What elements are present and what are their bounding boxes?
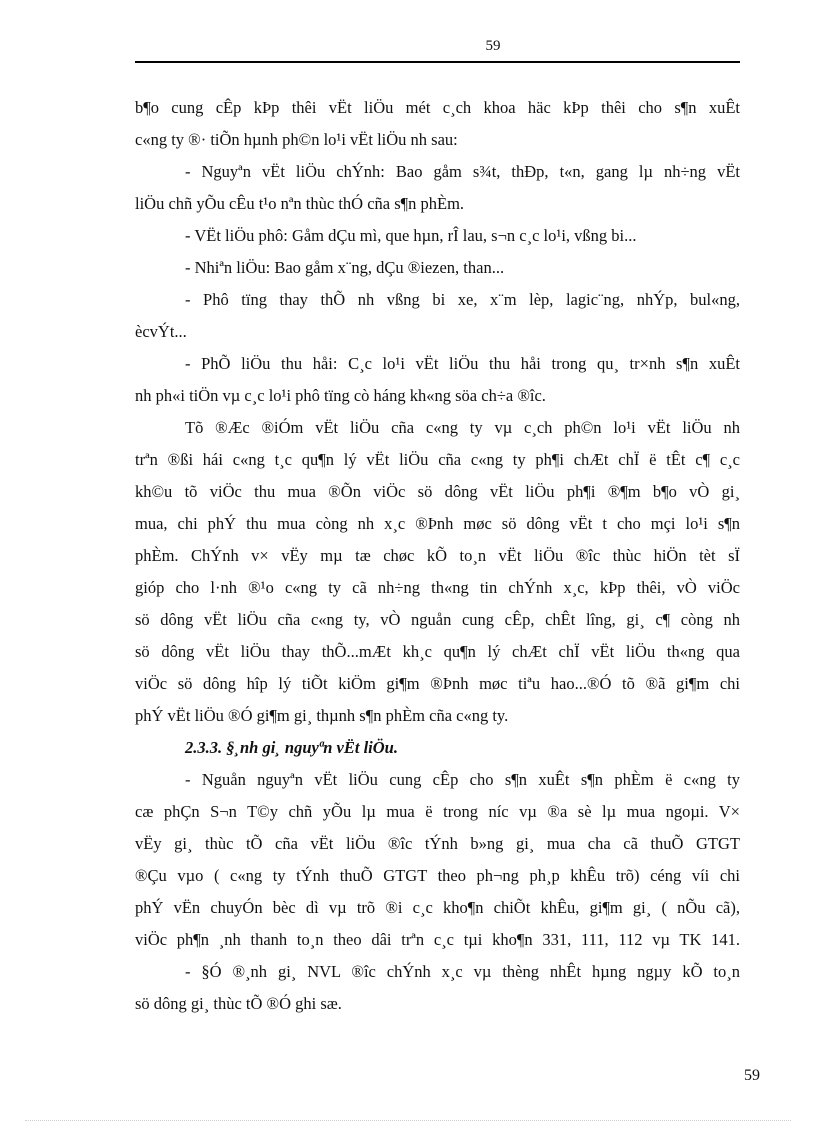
text-line: ®Çu vµo ( c«ng ty tÝnh thuÕ GTGT theo ph¬ng ph¸p khÊu trõ) céng víi chi <box>135 866 740 885</box>
text-line: phÝ vËt liÖu ®Ó gi¶m gi¸ thµnh s¶n phÈm cña c«ng ty. <box>135 706 509 725</box>
page-bottom-divider <box>25 1120 791 1121</box>
header-page-number: 59 <box>485 38 501 54</box>
footer-page-number: 59 <box>744 1067 760 1084</box>
body-text <box>135 92 740 1020</box>
text-line: c«ng ty ®· tiÕn hµnh ph©n lo¹i vËt liÖu nh sau: <box>135 130 458 149</box>
text-line: kh©u tõ viÖc thu mua ®Õn viÖc sö dông vËt liÖu ph¶i ®¶m b¶o vÒ gi¸ <box>135 482 740 501</box>
text-line: b¶o cung cÊp kÞp thêi vËt liÖu mét c¸ch khoa häc kÞp thêi cho s¶n xuÊt <box>135 98 740 117</box>
text-line: - §Ó ®¸nh gi¸ NVL ®îc chÝnh x¸c vµ thèng nhÊt hµng ngµy kÕ to¸n <box>185 962 740 981</box>
text-line: mua, chi phÝ thu mua còng nh x¸c ®Þnh møc sö dông vËt t cho mçi lo¹i s¶n <box>135 514 740 533</box>
text-line: cæ phÇn S¬n T©y chñ yÕu lµ mua ë trong níc vµ ®a sè lµ mua ngoµi. V× <box>135 802 740 821</box>
text-line: nh ph«i tiÖn vµ c¸c lo¹i phô tïng cò háng kh«ng söa ch÷a ®îc. <box>135 386 546 405</box>
text-line: viÖc ph¶n ¸nh thanh to¸n theo dâi trªn c¸c tµi kho¶n 331, 111, 112 vµ TK 141. <box>135 930 740 949</box>
text-line: - Nguyªn vËt liÖu chÝnh: Bao gåm s¾t, thÐp, t«n, gang lµ nh÷ng vËt <box>185 162 740 181</box>
text-line: viÖc sö dông hîp lý tiÕt kiÖm gi¶m ®Þnh møc tiªu hao...®Ó tõ ®ã gi¶m chi <box>135 674 740 693</box>
text-line: Tõ ®Æc ®iÓm vËt liÖu cña c«ng ty vµ c¸ch ph©n lo¹i vËt liÖu nh <box>185 418 740 437</box>
text-line: liÖu chñ yÕu cÊu t¹o nªn thùc thÓ cña s¶n phÈm. <box>135 194 465 213</box>
header-rule <box>135 61 740 63</box>
text-line: - VËt liÖu phô: Gåm dÇu mì, que hµn, rÎ lau, s¬n c¸c lo¹i, vßng bi... <box>185 226 637 245</box>
section-heading: 2.3.3. §¸nh gi¸ nguyªn vËt liÖu. <box>185 738 398 757</box>
text-line: - Nguån nguyªn vËt liÖu cung cÊp cho s¶n xuÊt s¶n phÈm ë c«ng ty <box>185 770 740 789</box>
text-line: trªn ®ßi hái c«ng t¸c qu¶n lý vËt liÖu cña c«ng ty ph¶i chÆt chÏ ë tÊt c¶ c¸c <box>135 450 740 469</box>
text-line: - Phô tïng thay thÕ nh vßng bi xe, x¨m lèp, lagic¨ng, nhÝp, bul«ng, <box>185 290 740 309</box>
text-line: sö dông gi¸ thùc tÕ ®Ó ghi sæ. <box>135 994 342 1013</box>
text-line: - Nhiªn liÖu: Bao gåm x¨ng, dÇu ®iezen, than... <box>185 258 505 277</box>
text-line: - PhÕ liÖu thu håi: C¸c lo¹i vËt liÖu thu håi trong qu¸ tr×nh s¶n xuÊt <box>185 354 740 373</box>
text-line: gióp cho l·nh ®¹o c«ng ty cã nh÷ng th«ng tin chÝnh x¸c, kÞp thêi, vÒ viÖc <box>135 578 740 597</box>
text-line: vËy gi¸ thùc tÕ cña vËt liÖu ®îc tÝnh b»ng gi¸ mua cha cã thuÕ GTGT <box>135 834 740 853</box>
text-line: sö dông vËt liÖu thay thÕ...mÆt kh¸c qu¶n lý chÆt chÏ vËt liÖu th«ng qua <box>135 642 740 661</box>
text-line: phÈm. ChÝnh v× vËy mµ tæ chøc kÕ to¸n vËt liÖu ®îc thùc hiÖn tèt sÏ <box>135 546 740 565</box>
text-line: phÝ vËn chuyÓn bèc dì vµ trõ ®i c¸c kho¶n chiÕt khÊu, gi¶m gi¸ ( nÕu cã), <box>135 898 740 917</box>
text-line: ècvÝt... <box>135 322 187 341</box>
text-line: sö dông vËt liÖu cña c«ng ty, vÒ nguån cung cÊp, chÊt lîng, gi¸ c¶ còng nh <box>135 610 740 629</box>
